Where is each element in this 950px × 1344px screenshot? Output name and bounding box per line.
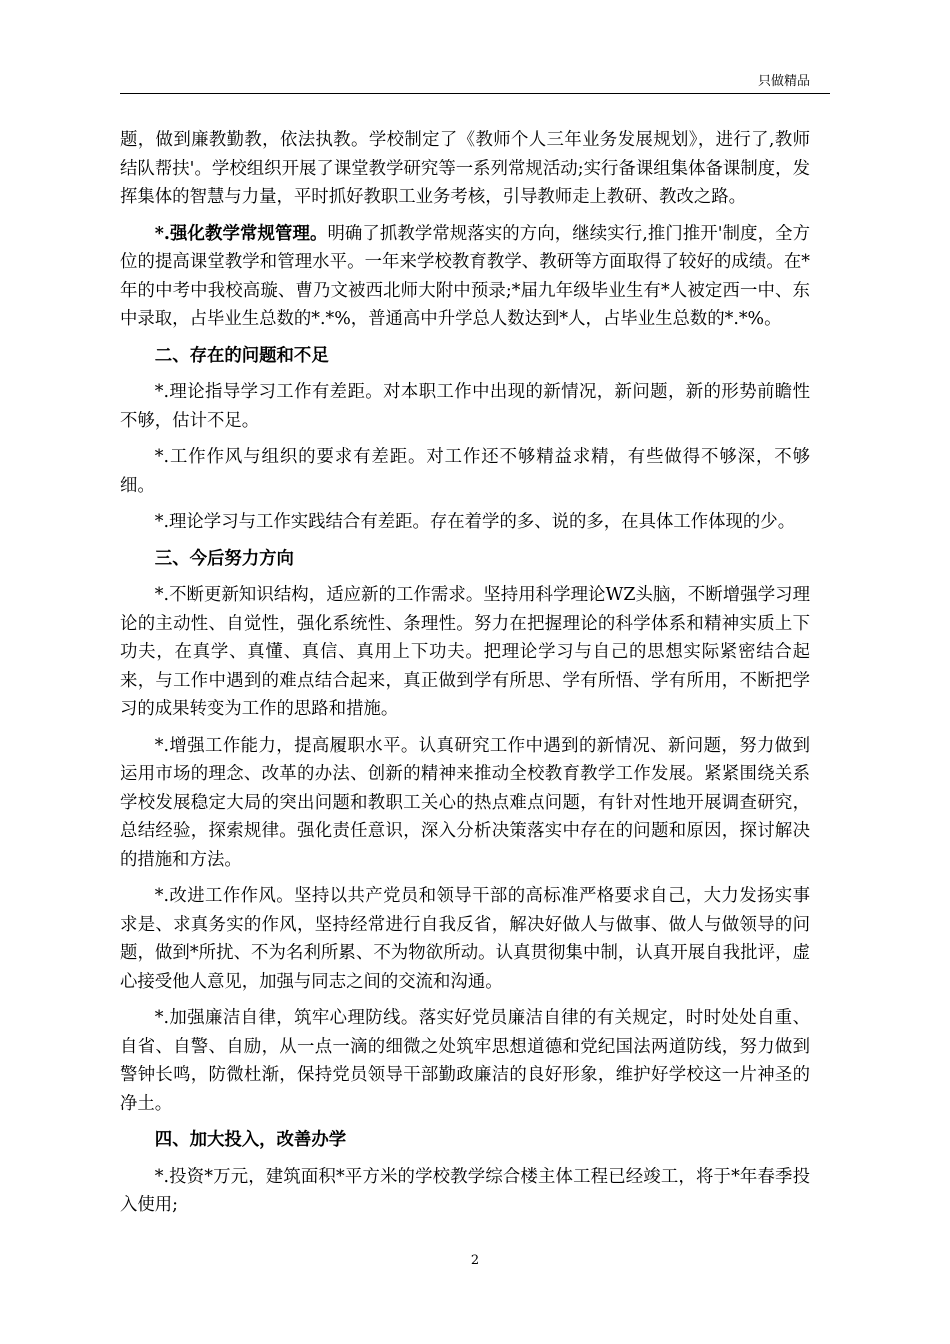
paragraph: [120, 220, 810, 334]
section-heading: 二、存在的问题和不足: [154, 345, 329, 366]
paragraph: *.工作作风与组织的要求有差距。对工作还不够精益求精，有些做得不够深，不够细。: [120, 447, 810, 496]
paragraph: *.增强工作能力，提高履职水平。认真研究工作中遇到的新情况、新问题，努力做到运用市场的理念、改革的办法、创新的精神来推动全校教育教学工作发展。紧紧围绕关系学校发展稳定大局的突出问题和教职工关心的热点难点问题，有针对性地开展调查研究，总结经验，探索规律。强化责任意识，深入分析决策落实中存在的问题和原因，探讨解决的措施和方法。: [120, 735, 810, 870]
page-number: 2: [470, 1253, 480, 1268]
document-body: [120, 126, 810, 1228]
paragraph: *.加强廉洁自律，筑牢心理防线。落实好党员廉洁自律的有关规定，时时处处自重、自省、自警、自励，从一点一滴的细微之处筑牢思想道德和党纪国法两道防线，努力做到警钟长鸣，防微杜渐，保持党员领导干部勤政廉洁的良好形象，维护好学校这一片神圣的净土。: [120, 1008, 810, 1114]
paragraph: *.投资*万元，建筑面积*平方米的学校教学综合楼主体工程已经竣工，将于*年春季投入使用;: [120, 1166, 810, 1215]
paragraph: *.理论指导学习工作有差距。对本职工作中出现的新情况，新问题，新的形势前瞻性不够，估计不足。: [120, 382, 810, 431]
paragraph: 题，做到廉教勤教，依法执教。学校制定了《教师个人三年业务发展规划》，进行了,教师结队帮扶'。学校组织开展了课堂教学研究等一系列常规活动;实行备课组集体备课制度，发挥集体的智慧与力量，平时抓好教职工业务考核，引导教师走上教研、教改之路。: [120, 130, 810, 207]
paragraph: *.改进工作作风。坚持以共产党员和领导干部的高标准严格要求自己，大力发扬实事求是、求真务实的作风，坚持经常进行自我反省，解决好做人与做事、做人与做领导的问题，做到*所扰、不为名利所累、不为物欲所动。认真贯彻集中制，认真开展自我批评，虚心接受他人意见，加强与同志之间的交流和沟通。: [120, 886, 810, 992]
section-heading: 三、今后努力方向: [154, 548, 294, 569]
paragraph-lead: *.强化教学常规管理。: [154, 223, 328, 244]
section-heading: 四、加大投入，改善办学: [154, 1130, 347, 1150]
paragraph-text: 明确了抓教学常规落实的方向，继续实行,推门推开'制度，全方位的提高课堂教学和管理水平。一年来学校教育教学、教研等方面取得了较好的成绩。在*年的中考中我校高璇、曹乃文被西北师大附中预录;*届九年级毕业生有*人被定西一中、东中录取，占毕业生总数的*.*%，普通高中升学总人数达到*人，占毕业生总数的*.*%。: [120, 223, 811, 329]
header-divider: [120, 93, 830, 94]
paragraph: *.理论学习与工作实践结合有差距。存在着学的多、说的多，在具体工作体现的少。: [154, 512, 796, 532]
page-header-text: 只做精品: [757, 74, 810, 89]
paragraph: *.不断更新知识结构，适应新的工作需求。坚持用科学理论WZ头脑，不断增强学习理论的主动性、自觉性，强化系统性、条理性。努力在把握理论的科学体系和精神实质上下功夫，在真学、真懂、真信、真用上下功夫。把理论学习与自己的思想实际紧密结合起来，与工作中遇到的难点结合起来，真正做到学有所思、学有所悟、学有所用，不断把学习的成果转变为工作的思路和措施。: [120, 585, 810, 719]
